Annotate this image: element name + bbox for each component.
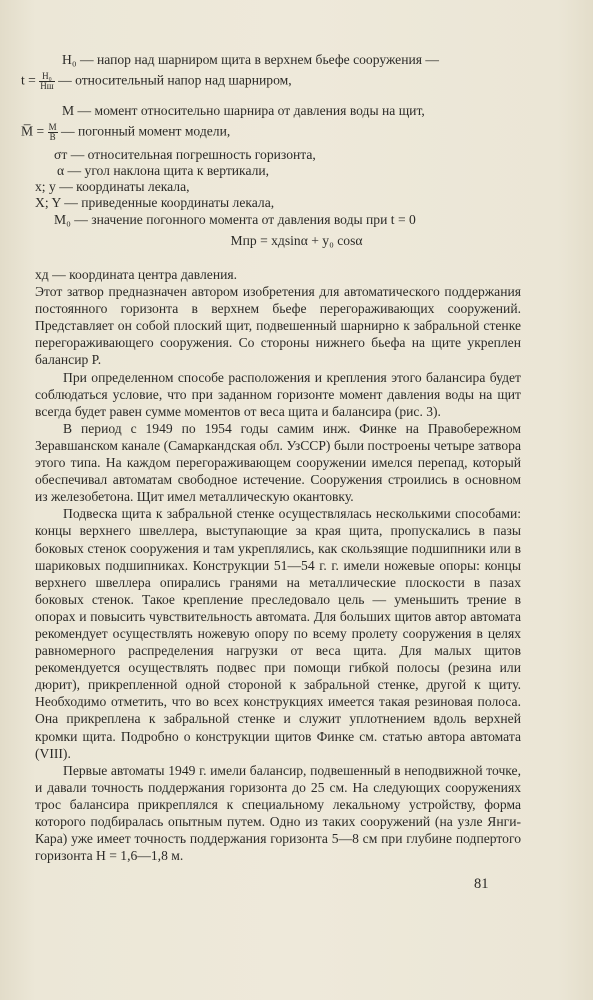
definition-symbol: x; y [35,179,56,194]
definition-symbol: M₀ [54,212,71,227]
paragraph: xд — координата центра давления. [35,267,238,282]
definition-text: — напор над шарниром щита в верхнем бьефе сооружения — [79,52,439,67]
fraction [39,72,54,91]
definition-text: — значение погонного момента от давления воды при t = 0 [74,212,416,227]
definition-line [62,103,425,119]
definition-line [21,72,292,91]
definition-symbol: X; Y [35,195,61,210]
definition-symbol: H₀ [62,52,77,67]
definition-text: — угол наклона щита к вертикали, [67,163,270,178]
paragraph: При определенном способе расположения и крепления этого балансира будет соблюдаться условие, что при заданном горизонте момент давления воды на щит всегда будет равен сумме моментов от веса щита и балансира (рис. 3). [35,369,521,419]
definition-symbol: M [62,103,75,118]
fraction [48,123,58,142]
definition-line [35,179,190,195]
page-number: 81 [474,876,489,892]
definition-line [62,52,439,68]
definition-line [57,163,269,179]
definition-line [21,123,230,142]
definition-text: — относительный напор над шарниром, [58,72,292,88]
fraction-denominator: B [49,132,56,142]
paragraph: Первые автоматы 1949 г. имели балансир, подвешенный в неподвижной точке, и давали точность поддержания горизонта до 25 см. На следующих сооружениях трос балансира прикреплялся к специальному лекальному устройству, форма которого подбиралась опытным путем. Одно из таких сооружений (на узле Янги-Кара) уже имеет точность поддержания горизонта 5—8 см при глубине подпертого горизонта H = 1,6—1,8 м. [35,762,521,864]
paragraph: Этот затвор предназначен автором изобретения для автоматического поддержания постоянного горизонта в верхнем бьефе перегораживающих сооружений. Представляет он собой плоский щит, подвешенный шарнирно к забральной стенке перегораживающего сооружения. Со стороны нижнего бьефа на щите укреплен балансир P. [35,284,521,368]
body-text [35,266,521,864]
definition-symbol: t = [21,72,36,88]
definition-text: — относительная погрешность горизонта, [70,147,316,162]
definition-symbol: α [57,163,65,178]
definition-text: — погонный момент модели, [60,123,231,139]
formula: Mпр = xдsinα + y₀ cosα [230,233,363,248]
definition-symbol: M̅ = [21,123,45,139]
definition-line [54,147,316,163]
definition-symbol: σт [54,147,68,162]
fraction-numerator: H₀ [39,72,54,82]
definition-text: — приведенные координаты лекала, [64,195,275,210]
definition-line [35,195,274,211]
definition-text: — координаты лекала, [59,179,190,194]
fraction-denominator: Hш [40,81,54,91]
definition-line [54,212,416,228]
paragraph: Подвеска щита к забральной стенке осуществлялась несколькими способами: концы верхнего швеллера, выступающие за края щита, пропускались в пазы боковых стенок сооружения и там укреплялись, как скользящие подшипники или в шариковых подшипниках. Конструкции 51—54 г. г. имели ножевые опоры: концы верхнего швеллера опирались гранями на металлические плоскости в пазах боковых стенок. Такое крепление преследовало цель — уменьшить трение в опорах и повысить чувствительность автомата. Для больших щитов автор автомата рекомендует осуществлять ножевую опору по всему пролету сооружения в целях равномерного распределения нагрузки от веса щита. Для малых щитов рекомендуется осуществлять подвес при помощи гибкой полосы (резина или дюрит), прикрепленной одной стороной к забральной стенке, другой к щиту. Необходимо отметить, что во всех конструкциях имеется такая резиновая полоса. Она прикреплена к забральной стенке и служит уплотнением вдоль верхней кромки щита. Подробно о конструкции щитов Финке см. статью автора автомата (VIII). [35,506,521,761]
paragraph: В период с 1949 по 1954 годы самим инж. Финке на Правобережном Зеравшанском канале (Самаркандская обл. УзССР) были построены четыре затвора этого типа. На каждом перегораживающем сооружении имелся перепад, который обеспечивал автоматам свободное истечение. Сооружения строились в основном из железобетона. Щит имел металлическую окантовку. [35,420,521,505]
definition-text: — момент относительно шарнира от давления воды на щит, [77,103,425,118]
fraction-numerator: M [48,122,57,132]
